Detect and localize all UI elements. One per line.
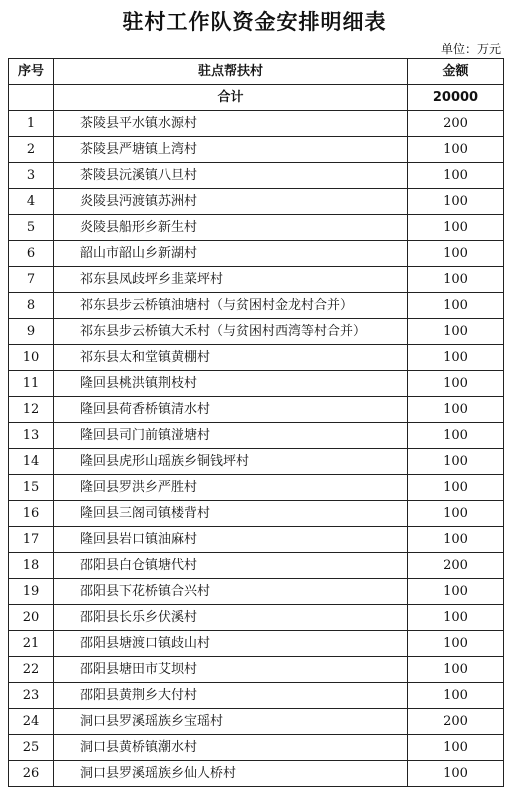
amount-cell: 100 <box>408 293 504 319</box>
village-cell: 茶陵县平水镇水源村 <box>54 111 408 137</box>
table-row <box>9 553 504 579</box>
village-cell: 洞口县罗溪瑶族乡仙人桥村 <box>54 761 408 787</box>
serial-cell: 14 <box>9 449 54 475</box>
table-row <box>9 631 504 657</box>
village-cell: 茶陵县沅溪镇八旦村 <box>54 163 408 189</box>
serial-cell: 1 <box>9 111 54 137</box>
total-serial-cell <box>9 85 54 111</box>
total-label: 合计 <box>54 85 408 111</box>
village-cell: 隆回县罗洪乡严胜村 <box>54 475 408 501</box>
serial-cell: 5 <box>9 215 54 241</box>
village-cell: 韶山市韶山乡新湖村 <box>54 241 408 267</box>
village-cell: 隆回县虎形山瑶族乡铜钱坪村 <box>54 449 408 475</box>
amount-cell: 100 <box>408 501 504 527</box>
serial-cell: 4 <box>9 189 54 215</box>
document-title: 驻村工作队资金安排明细表 <box>122 10 387 34</box>
village-cell: 洞口县黄桥镇潮水村 <box>54 735 408 761</box>
serial-cell: 13 <box>9 423 54 449</box>
amount-cell: 100 <box>408 449 504 475</box>
village-cell: 隆回县荷香桥镇清水村 <box>54 397 408 423</box>
amount-cell: 100 <box>408 397 504 423</box>
village-cell: 祁东县太和堂镇黄棚村 <box>54 345 408 371</box>
serial-cell: 26 <box>9 761 54 787</box>
table-row <box>9 579 504 605</box>
serial-cell: 25 <box>9 735 54 761</box>
table-row <box>9 605 504 631</box>
serial-cell: 16 <box>9 501 54 527</box>
serial-cell: 11 <box>9 371 54 397</box>
serial-cell: 15 <box>9 475 54 501</box>
village-cell: 隆回县司门前镇湴塘村 <box>54 423 408 449</box>
serial-cell: 9 <box>9 319 54 345</box>
amount-cell: 100 <box>408 423 504 449</box>
village-cell: 祁东县步云桥镇大禾村（与贫困村西湾等村合并） <box>54 319 408 345</box>
amount-cell: 100 <box>408 527 504 553</box>
serial-cell: 8 <box>9 293 54 319</box>
amount-cell: 100 <box>408 189 504 215</box>
village-cell: 邵阳县白仓镇塘代村 <box>54 553 408 579</box>
serial-cell: 24 <box>9 709 54 735</box>
table-body <box>9 85 504 787</box>
serial-cell: 21 <box>9 631 54 657</box>
village-cell: 炎陵县船形乡新生村 <box>54 215 408 241</box>
amount-cell: 200 <box>408 709 504 735</box>
amount-cell: 100 <box>408 631 504 657</box>
amount-cell: 100 <box>408 163 504 189</box>
serial-cell: 2 <box>9 137 54 163</box>
amount-cell: 100 <box>408 137 504 163</box>
amount-cell: 100 <box>408 579 504 605</box>
amount-cell: 100 <box>408 761 504 787</box>
table-row <box>9 371 504 397</box>
table-row <box>9 319 504 345</box>
serial-cell: 23 <box>9 683 54 709</box>
table-row <box>9 215 504 241</box>
amount-cell: 100 <box>408 241 504 267</box>
serial-cell: 22 <box>9 657 54 683</box>
serial-cell: 19 <box>9 579 54 605</box>
village-cell: 邵阳县下花桥镇合兴村 <box>54 579 408 605</box>
table-row <box>9 449 504 475</box>
village-cell: 隆回县岩口镇油麻村 <box>54 527 408 553</box>
village-cell: 祁东县步云桥镇油塘村（与贫困村金龙村合并） <box>54 293 408 319</box>
total-amount: 20000 <box>408 85 504 111</box>
header-village: 驻点帮扶村 <box>54 59 408 85</box>
amount-cell: 100 <box>408 319 504 345</box>
table-row <box>9 293 504 319</box>
amount-cell: 100 <box>408 735 504 761</box>
table-row <box>9 345 504 371</box>
serial-cell: 17 <box>9 527 54 553</box>
table-row <box>9 683 504 709</box>
table-row <box>9 423 504 449</box>
amount-cell: 200 <box>408 111 504 137</box>
header-amount: 金额 <box>408 59 504 85</box>
table-row <box>9 527 504 553</box>
amount-cell: 100 <box>408 475 504 501</box>
serial-cell: 7 <box>9 267 54 293</box>
table-row <box>9 241 504 267</box>
table-row <box>9 397 504 423</box>
amount-cell: 100 <box>408 345 504 371</box>
table-row <box>9 163 504 189</box>
village-cell: 茶陵县严塘镇上湾村 <box>54 137 408 163</box>
amount-cell: 100 <box>408 215 504 241</box>
serial-cell: 10 <box>9 345 54 371</box>
amount-cell: 100 <box>408 657 504 683</box>
village-cell: 洞口县罗溪瑶族乡宝瑶村 <box>54 709 408 735</box>
table-row <box>9 501 504 527</box>
total-row <box>9 85 504 111</box>
unit-label: 单位：万元 <box>440 42 501 56</box>
village-cell: 邵阳县长乐乡伏溪村 <box>54 605 408 631</box>
amount-cell: 200 <box>408 553 504 579</box>
village-cell: 隆回县桃洪镇荆枝村 <box>54 371 408 397</box>
amount-cell: 100 <box>408 683 504 709</box>
serial-cell: 18 <box>9 553 54 579</box>
funding-table <box>8 58 504 787</box>
serial-cell: 20 <box>9 605 54 631</box>
header-row <box>9 59 504 85</box>
village-cell: 炎陵县沔渡镇苏洲村 <box>54 189 408 215</box>
header-serial: 序号 <box>9 59 54 85</box>
village-cell: 祁东县凤歧坪乡韭菜坪村 <box>54 267 408 293</box>
village-cell: 邵阳县塘渡口镇歧山村 <box>54 631 408 657</box>
table-row <box>9 189 504 215</box>
serial-cell: 3 <box>9 163 54 189</box>
table-row <box>9 111 504 137</box>
village-cell: 邵阳县塘田市艾坝村 <box>54 657 408 683</box>
table-row <box>9 735 504 761</box>
serial-cell: 6 <box>9 241 54 267</box>
amount-cell: 100 <box>408 605 504 631</box>
table-row <box>9 267 504 293</box>
amount-cell: 100 <box>408 371 504 397</box>
serial-cell: 12 <box>9 397 54 423</box>
table-row <box>9 475 504 501</box>
village-cell: 邵阳县黄荆乡大付村 <box>54 683 408 709</box>
table-row <box>9 137 504 163</box>
village-cell: 隆回县三阁司镇楼背村 <box>54 501 408 527</box>
table-row <box>9 709 504 735</box>
amount-cell: 100 <box>408 267 504 293</box>
table-row <box>9 761 504 787</box>
table-row <box>9 657 504 683</box>
